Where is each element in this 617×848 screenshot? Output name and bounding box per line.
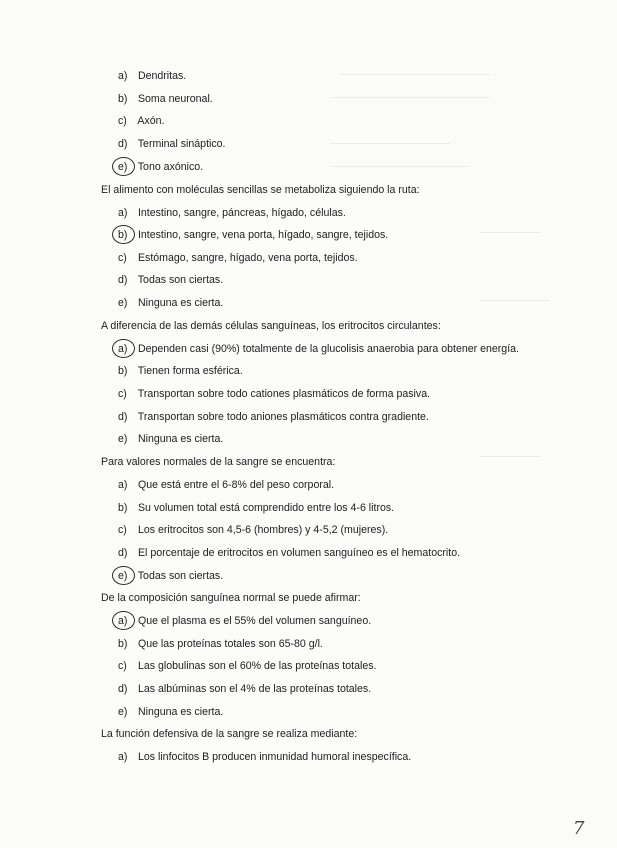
option-text: Todas son ciertas. — [137, 274, 224, 286]
question-2-stem: El alimento con moléculas sencillas se metaboliza siguiendo la ruta: — [101, 184, 420, 196]
option-letter-circled: e) — [118, 569, 135, 583]
option-letter: e) — [118, 297, 128, 309]
q3-option-c[interactable] — [118, 387, 430, 401]
option-letter: b) — [118, 502, 128, 514]
option-letter: b) — [118, 638, 128, 650]
option-letter: e) — [118, 706, 128, 718]
option-text: Todas son ciertas. — [137, 570, 224, 582]
option-text: Transportan sobre todo aniones plasmáticos contra gradiente. — [137, 411, 429, 423]
option-text: Ninguna es cierta. — [137, 706, 224, 718]
option-text: Que el plasma es el 55% del volumen sanguíneo. — [137, 615, 372, 627]
option-letter-circled: a) — [118, 614, 135, 628]
option-letter-circled: b) — [118, 228, 135, 242]
q2-option-c[interactable] — [118, 251, 358, 265]
option-letter: b) — [118, 93, 128, 105]
option-letter: c) — [118, 524, 127, 536]
question-4-stem: Para valores normales de la sangre se encuentra: — [101, 456, 336, 468]
q3-option-a[interactable] — [118, 342, 519, 356]
q4-option-a[interactable] — [118, 478, 334, 492]
option-letter: c) — [118, 252, 127, 264]
q5-option-e[interactable] — [118, 705, 223, 719]
option-text: Dependen casi (90%) totalmente de la glucolisis anaerobia para obtener energía. — [137, 343, 519, 355]
q5-option-c[interactable] — [118, 659, 376, 673]
option-letter: d) — [118, 274, 128, 286]
q4-option-d[interactable] — [118, 546, 460, 560]
q5-option-d[interactable] — [118, 682, 371, 696]
option-text: Las globulinas son el 60% de las proteínas totales. — [137, 660, 377, 672]
option-text: Axón. — [137, 115, 165, 127]
q1-option-d[interactable] — [118, 137, 226, 151]
option-text: Dendritas. — [137, 70, 187, 82]
option-text: Soma neuronal. — [137, 93, 213, 105]
option-letter: c) — [118, 388, 127, 400]
option-letter-circled: a) — [118, 342, 135, 356]
option-text: Transportan sobre todo cationes plasmáticos de forma pasiva. — [137, 388, 431, 400]
question-6-stem: La función defensiva de la sangre se realiza mediante: — [101, 728, 358, 740]
q4-option-b[interactable] — [118, 501, 394, 515]
option-text: Intestino, sangre, páncreas, hígado, células. — [137, 207, 346, 219]
q1-option-c[interactable] — [118, 114, 164, 128]
option-letter: e) — [118, 433, 128, 445]
handwritten-page-number: 7 — [573, 818, 585, 839]
q2-option-d[interactable] — [118, 273, 223, 287]
option-text: Ninguna es cierta. — [137, 297, 224, 309]
option-letter: a) — [118, 479, 128, 491]
q3-option-b[interactable] — [118, 364, 243, 378]
option-letter: a) — [118, 207, 128, 219]
option-text: Intestino, sangre, vena porta, hígado, sangre, tejidos. — [137, 229, 389, 241]
option-text: Ninguna es cierta. — [137, 433, 224, 445]
q1-option-e[interactable] — [118, 160, 203, 174]
option-text: Tono axónico. — [137, 161, 204, 173]
option-text: Los linfocitos B producen inmunidad humoral inespecífica. — [137, 751, 412, 763]
option-letter: c) — [118, 115, 127, 127]
option-letter: b) — [118, 365, 128, 377]
option-letter: d) — [118, 138, 128, 150]
q2-option-b[interactable] — [118, 228, 388, 242]
q2-option-a[interactable] — [118, 206, 346, 220]
option-text: El porcentaje de eritrocitos en volumen sanguíneo es el hematocrito. — [137, 547, 461, 559]
q1-option-b[interactable] — [118, 92, 213, 106]
option-letter: c) — [118, 660, 127, 672]
q5-option-a[interactable] — [118, 614, 371, 628]
option-text: Que está entre el 6-8% del peso corporal. — [137, 479, 335, 491]
q2-option-e[interactable] — [118, 296, 223, 310]
option-text: Los eritrocitos son 4,5-6 (hombres) y 4-5,2 (mujeres). — [137, 524, 389, 536]
option-letter: a) — [118, 751, 128, 763]
option-text: Que las proteínas totales son 65-80 g/l. — [137, 638, 323, 650]
question-3-stem: A diferencia de las demás células sanguíneas, los eritrocitos circulantes: — [101, 320, 441, 332]
option-text: Su volumen total está comprendido entre los 4-6 litros. — [137, 502, 395, 514]
q5-option-b[interactable] — [118, 637, 323, 651]
option-text: Las albúminas son el 4% de las proteínas totales. — [137, 683, 372, 695]
option-letter: d) — [118, 411, 128, 423]
q4-option-e[interactable] — [118, 569, 223, 583]
q1-option-a[interactable] — [118, 69, 186, 83]
option-letter: a) — [118, 70, 128, 82]
q3-option-d[interactable] — [118, 410, 429, 424]
option-letter: d) — [118, 547, 128, 559]
q4-option-c[interactable] — [118, 523, 388, 537]
question-5-stem: De la composición sanguínea normal se puede afirmar: — [101, 592, 361, 604]
q3-option-e[interactable] — [118, 432, 223, 446]
option-letter-circled: e) — [118, 160, 135, 174]
option-text: Terminal sináptico. — [137, 138, 226, 150]
option-text: Tienen forma esférica. — [137, 365, 243, 377]
option-text: Estómago, sangre, hígado, vena porta, tejidos. — [137, 252, 358, 264]
q6-option-a[interactable] — [118, 750, 411, 764]
option-letter: d) — [118, 683, 128, 695]
